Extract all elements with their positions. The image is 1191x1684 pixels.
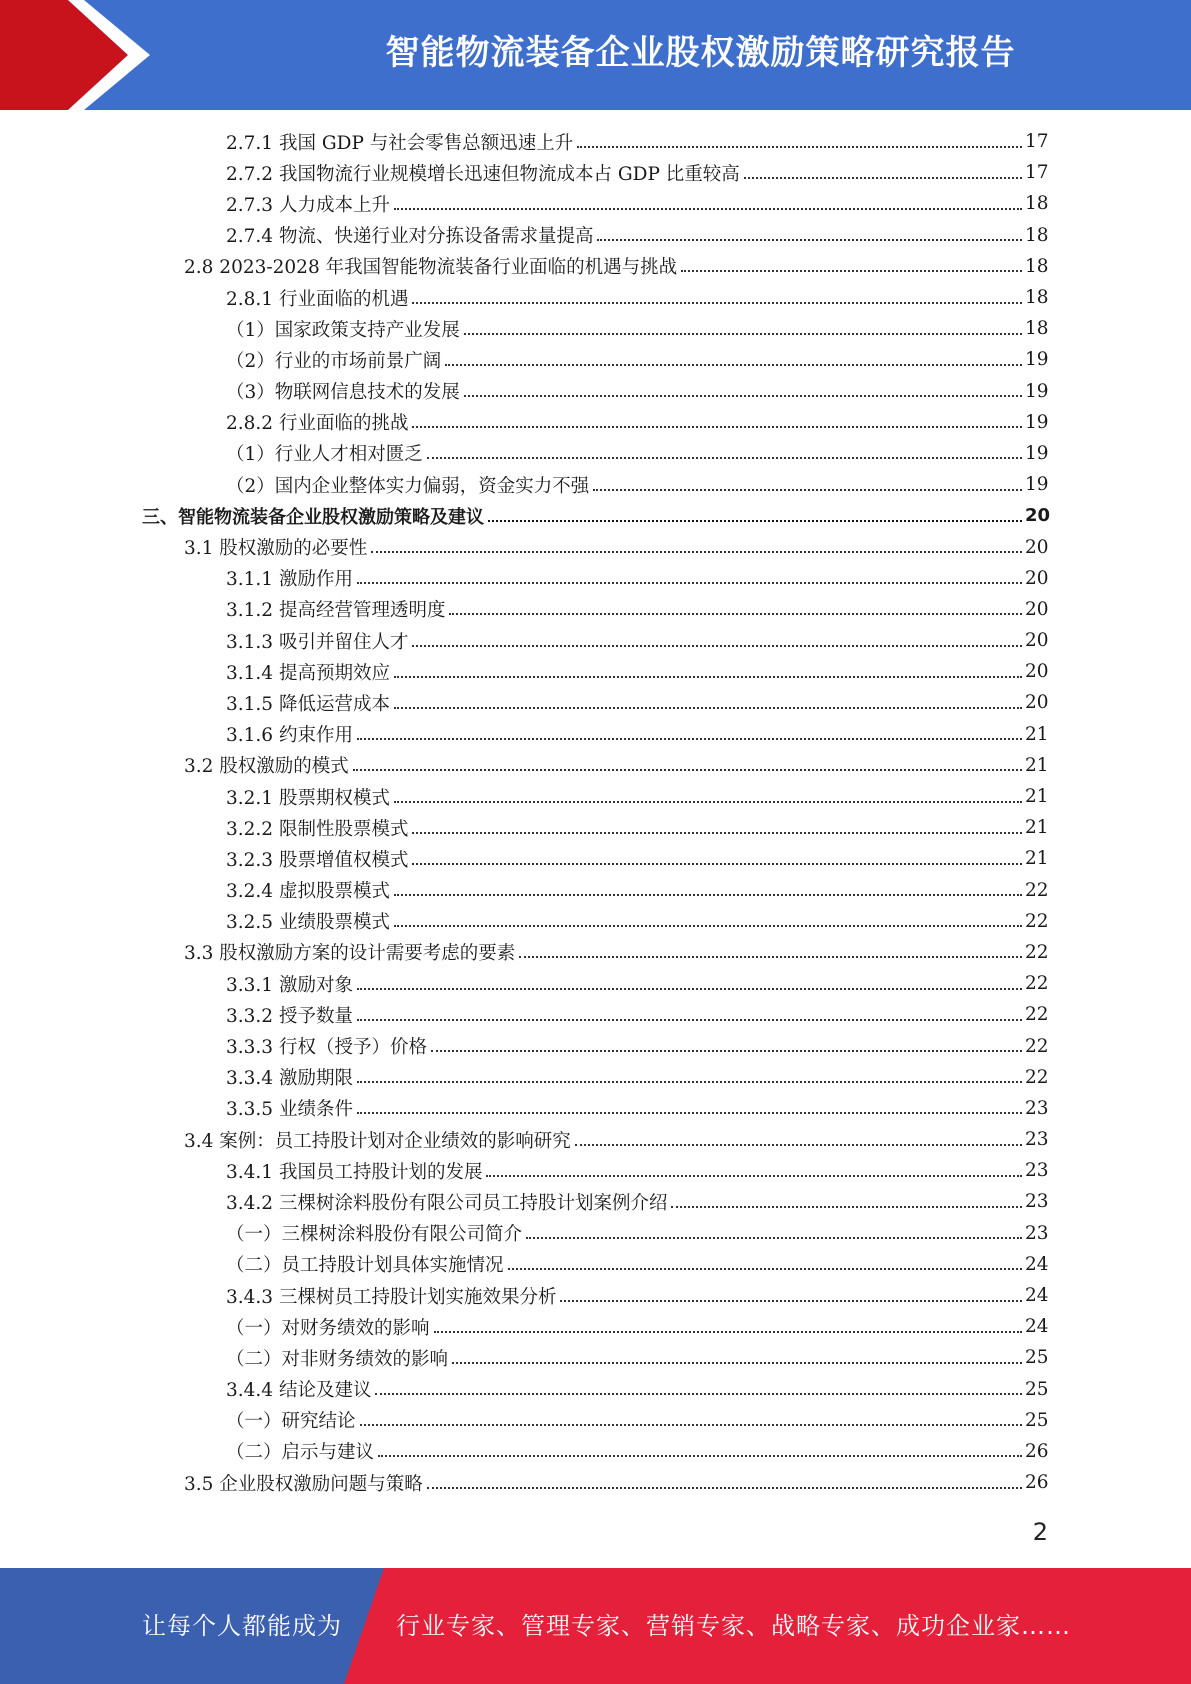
toc-entry[interactable]	[0, 313, 1191, 344]
toc-entry-page: 19	[1025, 380, 1049, 402]
toc-entry-page: 23	[1025, 1160, 1049, 1182]
toc-entry[interactable]	[0, 438, 1191, 469]
toc-entry-label: 3.4.4 结论及建议	[226, 1376, 375, 1402]
toc-entry-label: 3.1.3 吸引并留住人才	[226, 628, 412, 654]
toc-dot-leader	[427, 1487, 1022, 1489]
toc-entry-page: 18	[1025, 318, 1049, 340]
toc-dot-leader	[357, 582, 1022, 584]
toc-entry-label: 3.4 案例：员工持股计划对企业绩效的影响研究	[184, 1127, 575, 1153]
toc-entry-label: 2.7.2 我国物流行业规模增长迅速但物流成本占 GDP 比重较高	[226, 160, 744, 186]
toc-dot-leader	[671, 1206, 1022, 1208]
toc-entry[interactable]	[0, 157, 1191, 188]
toc-dot-leader	[575, 1144, 1022, 1146]
toc-entry-page: 17	[1025, 131, 1049, 153]
toc-dot-leader	[371, 551, 1022, 553]
toc-entry-page: 25	[1025, 1347, 1049, 1369]
toc-entry[interactable]	[0, 563, 1191, 594]
toc-entry[interactable]	[0, 999, 1191, 1030]
toc-entry-label: 2.7.1 我国 GDP 与社会零售总额迅速上升	[226, 129, 577, 155]
toc-entry-page: 19	[1025, 349, 1049, 371]
toc-entry-label: （一）三棵树涂料股份有限公司简介	[226, 1220, 526, 1246]
toc-dot-leader	[394, 801, 1022, 803]
toc-entry[interactable]	[0, 906, 1191, 937]
toc-dot-leader	[452, 1362, 1022, 1364]
toc-entry-label: （二）启示与建议	[226, 1438, 378, 1464]
toc-entry[interactable]	[0, 1436, 1191, 1467]
toc-entry-page: 24	[1025, 1316, 1049, 1338]
toc-entry-label: 3.3.4 激励期限	[226, 1064, 357, 1090]
toc-entry-page: 24	[1025, 1285, 1049, 1307]
toc-entry-page: 18	[1025, 287, 1049, 309]
toc-entry-page: 22	[1025, 1066, 1049, 1088]
toc-entry-page: 21	[1025, 786, 1049, 808]
toc-entry[interactable]	[0, 687, 1191, 718]
toc-entry[interactable]	[0, 1186, 1191, 1217]
toc-entry[interactable]	[0, 1124, 1191, 1155]
toc-dot-leader	[427, 457, 1022, 459]
toc-entry-label: 3.2.5 业绩股票模式	[226, 908, 394, 934]
header-banner	[0, 0, 1191, 110]
toc-dot-leader	[357, 1019, 1022, 1021]
toc-entry-page: 22	[1025, 879, 1049, 901]
report-title: 智能物流装备企业股权激励策略研究报告	[385, 33, 1016, 73]
toc-entry-label: 3.4.3 三棵树员工持股计划实施效果分析	[226, 1283, 560, 1309]
toc-entry-page: 18	[1025, 224, 1049, 246]
toc-entry-label: 3.1.5 降低运营成本	[226, 690, 394, 716]
table-of-contents	[0, 126, 1191, 1498]
toc-dot-leader	[412, 832, 1022, 834]
toc-entry[interactable]	[0, 1218, 1191, 1249]
toc-entry[interactable]	[0, 843, 1191, 874]
toc-entry[interactable]	[0, 1280, 1191, 1311]
toc-entry-page: 21	[1025, 754, 1049, 776]
toc-entry-label: （一）对财务绩效的影响	[226, 1314, 434, 1340]
toc-entry[interactable]	[0, 1342, 1191, 1373]
toc-entry[interactable]	[0, 1374, 1191, 1405]
toc-entry-label: 3.5 企业股权激励问题与策略	[184, 1470, 427, 1496]
toc-entry-page: 22	[1025, 910, 1049, 932]
toc-entry-label: 3.4.2 三棵树涂料股份有限公司员工持股计划案例介绍	[226, 1189, 671, 1215]
toc-dot-leader	[357, 738, 1022, 740]
toc-dot-leader	[353, 769, 1022, 771]
toc-entry-label: 3.1.2 提高经营管理透明度	[226, 596, 449, 622]
page-number: 2	[1032, 1518, 1048, 1546]
toc-entry-page: 22	[1025, 973, 1049, 995]
toc-entry-page: 20	[1025, 505, 1051, 527]
toc-entry-page: 24	[1025, 1253, 1049, 1275]
toc-entry-page: 18	[1025, 255, 1049, 277]
toc-entry-label: 3.2 股权激励的模式	[184, 752, 353, 778]
toc-entry-label: 2.8 2023-2028 年我国智能物流装备行业面临的机遇与挑战	[184, 253, 681, 279]
toc-entry[interactable]	[0, 500, 1191, 531]
footer-slogan-right: 行业专家、管理专家、营销专家、战略专家、成功企业家……	[396, 1612, 1071, 1640]
toc-entry-label: （1）行业人才相对匮乏	[226, 440, 427, 466]
toc-entry[interactable]	[0, 594, 1191, 625]
toc-dot-leader	[431, 1050, 1022, 1052]
toc-entry[interactable]	[0, 1030, 1191, 1061]
toc-entry[interactable]	[0, 251, 1191, 282]
toc-entry[interactable]	[0, 469, 1191, 500]
toc-entry-label: 3.2.2 限制性股票模式	[226, 815, 412, 841]
toc-dot-leader	[434, 1331, 1022, 1333]
toc-entry[interactable]	[0, 1155, 1191, 1186]
toc-entry-page: 22	[1025, 1035, 1049, 1057]
toc-entry[interactable]	[0, 781, 1191, 812]
toc-entry-label: 3.2.4 虚拟股票模式	[226, 877, 394, 903]
toc-entry[interactable]	[0, 1249, 1191, 1280]
toc-entry-label: 2.7.4 物流、快递行业对分拣设备需求量提高	[226, 222, 597, 248]
toc-dot-leader	[412, 426, 1022, 428]
toc-dot-leader	[375, 1393, 1022, 1395]
toc-dot-leader	[445, 364, 1022, 366]
toc-entry-page: 20	[1025, 536, 1049, 558]
chevron-arrow-icon	[0, 0, 160, 110]
toc-entry[interactable]	[0, 188, 1191, 219]
toc-dot-leader	[744, 177, 1022, 179]
toc-entry-page: 21	[1025, 848, 1049, 870]
toc-entry-page: 26	[1025, 1472, 1049, 1494]
toc-dot-leader	[519, 956, 1022, 958]
toc-entry-label: 三、智能物流装备企业股权激励策略及建议	[142, 503, 488, 529]
toc-entry-label: （2）行业的市场前景广阔	[226, 347, 445, 373]
toc-entry[interactable]	[0, 407, 1191, 438]
toc-entry-label: 3.3.2 授予数量	[226, 1002, 357, 1028]
toc-entry-page: 23	[1025, 1191, 1049, 1213]
toc-dot-leader	[486, 1175, 1022, 1177]
toc-entry-label: 2.8.2 行业面临的挑战	[226, 409, 412, 435]
toc-dot-leader	[681, 270, 1022, 272]
footer-banner	[0, 1568, 1191, 1684]
toc-entry-label: （二）员工持股计划具体实施情况	[226, 1251, 508, 1277]
toc-entry[interactable]	[0, 719, 1191, 750]
toc-dot-leader	[357, 1081, 1022, 1083]
toc-entry[interactable]	[0, 1093, 1191, 1124]
toc-entry-label: 2.8.1 行业面临的机遇	[226, 285, 412, 311]
toc-entry[interactable]	[0, 656, 1191, 687]
toc-dot-leader	[577, 146, 1022, 148]
toc-entry-page: 21	[1025, 817, 1049, 839]
toc-entry-label: 3.1 股权激励的必要性	[184, 534, 371, 560]
toc-dot-leader	[394, 676, 1022, 678]
toc-dot-leader	[464, 333, 1022, 335]
toc-entry[interactable]	[0, 126, 1191, 157]
toc-entry-page: 20	[1025, 630, 1049, 652]
toc-entry-label: （二）对非财务绩效的影响	[226, 1345, 452, 1371]
toc-entry-page: 19	[1025, 442, 1049, 464]
toc-entry[interactable]	[0, 376, 1191, 407]
toc-dot-leader	[378, 1455, 1022, 1457]
toc-entry-page: 22	[1025, 941, 1049, 963]
toc-dot-leader	[357, 988, 1022, 990]
footer-slogan-left: 让每个人都能成为	[142, 1612, 342, 1640]
toc-entry-label: 2.7.3 人力成本上升	[226, 191, 394, 217]
toc-entry-page: 23	[1025, 1222, 1049, 1244]
toc-dot-leader	[357, 1112, 1022, 1114]
toc-entry[interactable]	[0, 220, 1191, 251]
toc-entry-page: 20	[1025, 567, 1049, 589]
toc-dot-leader	[412, 302, 1022, 304]
toc-entry-label: 3.3.5 业绩条件	[226, 1095, 357, 1121]
toc-entry[interactable]	[0, 625, 1191, 656]
toc-entry[interactable]	[0, 812, 1191, 843]
toc-entry-label: 3.4.1 我国员工持股计划的发展	[226, 1158, 486, 1184]
toc-entry-page: 17	[1025, 162, 1049, 184]
toc-entry[interactable]	[0, 937, 1191, 968]
toc-entry-page: 22	[1025, 1004, 1049, 1026]
toc-entry-label: 3.2.1 股票期权模式	[226, 784, 394, 810]
toc-entry-label: 3.3.1 激励对象	[226, 971, 357, 997]
toc-entry-page: 18	[1025, 193, 1049, 215]
toc-entry-page: 20	[1025, 661, 1049, 683]
toc-entry-page: 23	[1025, 1097, 1049, 1119]
toc-entry-page: 19	[1025, 411, 1049, 433]
toc-entry-page: 25	[1025, 1378, 1049, 1400]
toc-entry[interactable]	[0, 968, 1191, 999]
toc-dot-leader	[508, 1268, 1022, 1270]
toc-entry[interactable]	[0, 1467, 1191, 1498]
toc-entry-label: 3.3 股权激励方案的设计需要考虑的要素	[184, 939, 519, 965]
toc-dot-leader	[593, 489, 1022, 491]
toc-entry-label: 3.1.1 激励作用	[226, 565, 357, 591]
toc-dot-leader	[560, 1300, 1022, 1302]
toc-entry-page: 25	[1025, 1409, 1049, 1431]
toc-entry-page: 23	[1025, 1129, 1049, 1151]
toc-entry[interactable]	[0, 1311, 1191, 1342]
toc-entry[interactable]	[0, 1062, 1191, 1093]
toc-entry-page: 21	[1025, 723, 1049, 745]
toc-entry-label: 3.1.4 提高预期效应	[226, 659, 394, 685]
toc-entry-page: 19	[1025, 474, 1049, 496]
toc-entry-label: （一）研究结论	[226, 1407, 360, 1433]
toc-entry-label: 3.2.3 股票增值权模式	[226, 846, 412, 872]
toc-entry-page: 26	[1025, 1440, 1049, 1462]
toc-dot-leader	[360, 1424, 1022, 1426]
toc-entry[interactable]	[0, 875, 1191, 906]
toc-entry-label: （3）物联网信息技术的发展	[226, 378, 464, 404]
toc-entry-label: （2）国内企业整体实力偏弱，资金实力不强	[226, 472, 593, 498]
toc-dot-leader	[526, 1237, 1022, 1239]
toc-entry-label: 3.1.6 约束作用	[226, 721, 357, 747]
toc-entry[interactable]	[0, 531, 1191, 562]
toc-dot-leader	[412, 863, 1022, 865]
toc-dot-leader	[394, 208, 1022, 210]
toc-dot-leader	[488, 520, 1022, 522]
toc-entry-label: （1）国家政策支持产业发展	[226, 316, 464, 342]
toc-entry[interactable]	[0, 344, 1191, 375]
toc-entry[interactable]	[0, 1405, 1191, 1436]
toc-dot-leader	[597, 239, 1022, 241]
toc-entry-label: 3.3.3 行权（授予）价格	[226, 1033, 431, 1059]
toc-dot-leader	[464, 395, 1022, 397]
toc-dot-leader	[449, 613, 1022, 615]
toc-dot-leader	[394, 707, 1022, 709]
toc-entry-page: 20	[1025, 598, 1049, 620]
toc-dot-leader	[394, 925, 1022, 927]
toc-entry-page: 20	[1025, 692, 1049, 714]
toc-entry[interactable]	[0, 282, 1191, 313]
toc-dot-leader	[412, 645, 1022, 647]
toc-dot-leader	[394, 894, 1022, 896]
toc-entry[interactable]	[0, 750, 1191, 781]
